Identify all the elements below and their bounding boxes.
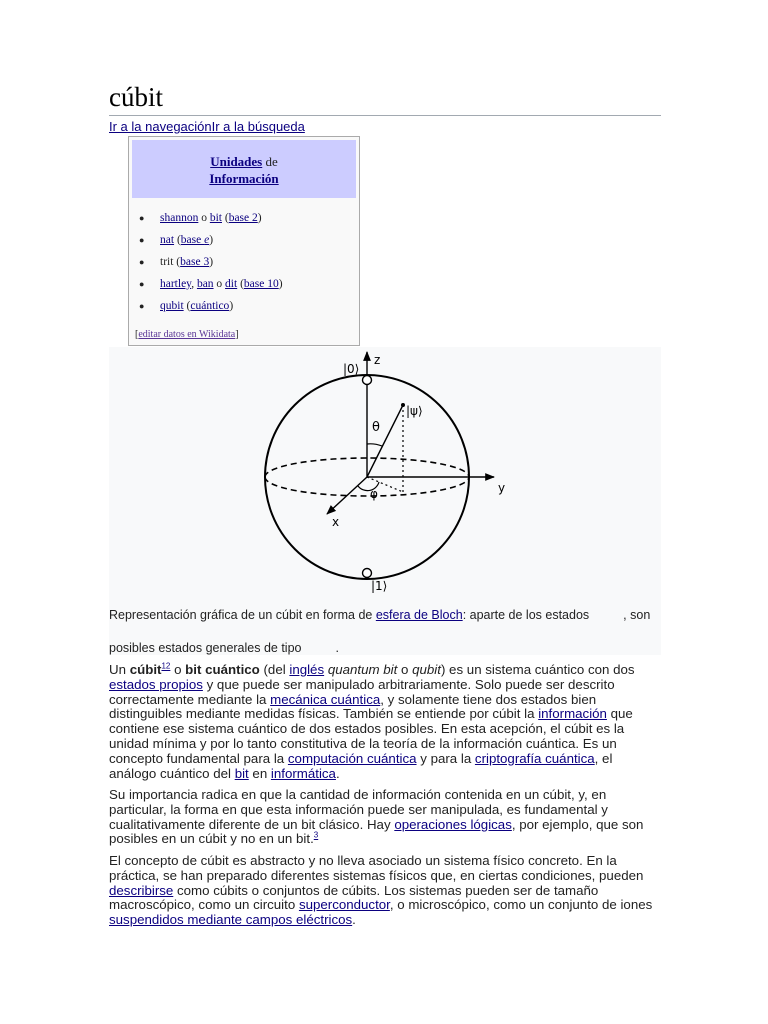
text: o: [397, 662, 413, 677]
list-item-text: ,: [191, 278, 197, 290]
phi-label: φ: [370, 487, 378, 501]
bullet-icon: ●: [139, 257, 145, 267]
text: , y solamente tiene dos estados bien distinguibles mediante medidas físicas. También se entiende por cúbit la: [109, 691, 597, 722]
list-item-text: ): [278, 278, 283, 290]
list-item: [129, 207, 359, 229]
text: .: [335, 765, 340, 781]
text: , o microscópico, como un conjunto de iones: [389, 897, 653, 913]
informatica-link[interactable]: informática: [270, 765, 336, 781]
header-de-text: de: [265, 154, 278, 169]
text: (del: [259, 662, 290, 677]
figure-caption-line-1: [109, 608, 650, 622]
list-item-text: (: [183, 300, 191, 312]
theta-arc: [367, 444, 382, 446]
list-item-text: ): [209, 234, 214, 246]
text: ) es un sistema cuántico con dos: [440, 662, 635, 677]
infobox-information-units: [128, 136, 360, 346]
suspendidos-link[interactable]: suspendidos mediante campos eléctricos: [109, 912, 353, 928]
list-item: [129, 273, 359, 295]
mecanica-cuantica-link[interactable]: mecánica cuántica: [270, 691, 381, 707]
shannon-link[interactable]: shannon: [160, 212, 199, 224]
ket-1-point: [363, 569, 372, 578]
caption-text: , son: [623, 608, 651, 622]
list-item-text: o: [213, 278, 226, 290]
jump-to-navigation-link[interactable]: Ir a la navegación: [109, 119, 212, 134]
jump-links: [109, 119, 305, 134]
list-item-text: (: [174, 234, 181, 246]
text: que contiene ese sistema cuántico de dos estados posibles. En esta acepción, el cúbit es la unidad mínima y por lo tanto constitutiva de la teoría de la información cuántica. Es un concepto fundamental para la: [109, 706, 633, 766]
base-e-link[interactable]: [181, 234, 209, 246]
reference-link[interactable]: 3: [313, 830, 319, 840]
caption-text: .: [335, 641, 339, 655]
caption-text: : aparte de los estados: [462, 608, 590, 622]
text: , el análogo cuántico del: [109, 750, 613, 781]
units-list: [129, 207, 359, 317]
bold-term: cúbit: [129, 662, 162, 677]
hartley-link[interactable]: hartley: [160, 278, 192, 290]
nat-link[interactable]: nat: [160, 234, 175, 246]
ban-link[interactable]: ban: [196, 278, 214, 290]
informacion-link[interactable]: información: [538, 706, 607, 722]
text: y para la: [416, 750, 475, 766]
list-item-text: ): [229, 300, 234, 312]
y-label: y: [498, 481, 506, 495]
dit-link[interactable]: dit: [225, 278, 238, 290]
italic-term: qubit: [412, 662, 441, 677]
bullet-icon: ●: [139, 279, 145, 289]
base-3-link[interactable]: base 3: [180, 256, 210, 268]
list-item-text: ): [209, 256, 214, 268]
base-10-link[interactable]: base 10: [243, 278, 279, 290]
text: y que puede ser manipulado arbitrariamente. Solo puede ser descrito correctamente mediante la: [109, 676, 615, 707]
state-vector: [367, 405, 403, 477]
jump-to-search-link[interactable]: Ir a la búsqueda: [211, 119, 305, 134]
ket-1-label: |1⟩: [371, 579, 388, 593]
text: , por ejemplo, que son posibles en un cúbit y no en un bit.: [109, 816, 644, 847]
list-item-text: o: [198, 212, 210, 224]
bullet-icon: ●: [139, 213, 145, 223]
paragraph-importance: [109, 788, 661, 847]
theta-label: θ: [372, 420, 380, 435]
units-link[interactable]: Unidades: [210, 154, 263, 169]
italic-term: quantum bit: [327, 662, 398, 677]
text: o: [170, 662, 186, 677]
list-item-text: (: [237, 278, 244, 290]
edit-wikidata-link[interactable]: editar datos en Wikidata: [138, 329, 236, 340]
criptografia-cuantica-link[interactable]: criptografía cuántica: [474, 750, 595, 766]
computacion-cuantica-link[interactable]: computación cuántica: [287, 750, 417, 766]
base-e-text: base: [180, 234, 205, 246]
bold-term: bit cuántico: [185, 662, 260, 677]
qubit-link[interactable]: qubit: [160, 300, 184, 312]
text: como cúbits o conjuntos de cúbits. Los sistemas pueden ser de tamaño macroscópico, como un circuito: [109, 882, 599, 913]
ket-0-label: |0⟩: [343, 362, 360, 376]
quantum-link[interactable]: cuántico: [190, 300, 230, 312]
ingles-link[interactable]: inglés: [289, 662, 325, 677]
bullet-icon: ●: [139, 235, 145, 245]
list-item: [129, 229, 359, 251]
trit-text: trit: [160, 256, 174, 268]
list-item: [129, 251, 359, 273]
caption-text: posibles estados generales de tipo: [109, 641, 302, 655]
paragraph-intro: [109, 663, 661, 781]
text: El concepto de cúbit es abstracto y no lleva asociado un sistema físico concreto. En la práctica, se han preparado diferentes sistemas físicos que, en ciertas condiciones, pueden: [109, 853, 644, 883]
page-title: cúbit: [109, 82, 661, 116]
figure-caption-line-2: [109, 641, 339, 655]
equator-front: [265, 477, 469, 496]
describirse-link[interactable]: describirse: [109, 882, 174, 898]
list-item: [129, 295, 359, 317]
bullet-icon: ●: [139, 301, 145, 311]
reference-link[interactable]: 12: [161, 661, 171, 671]
infobox-footer: [editar datos en Wikidata]: [135, 329, 239, 340]
list-item-text: (: [173, 256, 181, 268]
text: Su importancia radica en que la cantidad de información contenida en un cúbit, y, en particular, la forma en que esta información puede ser manipulada, es fundamental y cualitativamente diferente de un bit clásico. Hay: [109, 787, 608, 832]
information-link[interactable]: Información: [209, 171, 279, 186]
base-2-link[interactable]: base 2: [228, 212, 258, 224]
operaciones-logicas-link[interactable]: operaciones lógicas: [394, 816, 512, 832]
text: Un: [109, 662, 130, 677]
infobox-header: [132, 140, 356, 198]
text: en: [248, 765, 271, 781]
base-e-italic: e: [204, 234, 210, 246]
psi-label: |ψ⟩: [406, 404, 423, 418]
estados-propios-link[interactable]: estados propios: [109, 676, 203, 692]
paragraph-concept: [109, 854, 661, 928]
bit-link[interactable]: bit: [209, 212, 222, 224]
text: .: [352, 912, 356, 928]
z-label: z: [374, 353, 381, 367]
list-item-text: ): [257, 212, 262, 224]
bloch-sphere-link[interactable]: esfera de Bloch: [375, 608, 463, 622]
x-label: x: [332, 515, 340, 529]
ket-0-point: [363, 376, 372, 385]
caption-text: Representación gráfica de un cúbit en forma de: [109, 608, 376, 622]
list-item-text: (: [221, 212, 229, 224]
bit-link[interactable]: bit: [234, 765, 249, 781]
superconductor-link[interactable]: superconductor: [298, 897, 390, 913]
